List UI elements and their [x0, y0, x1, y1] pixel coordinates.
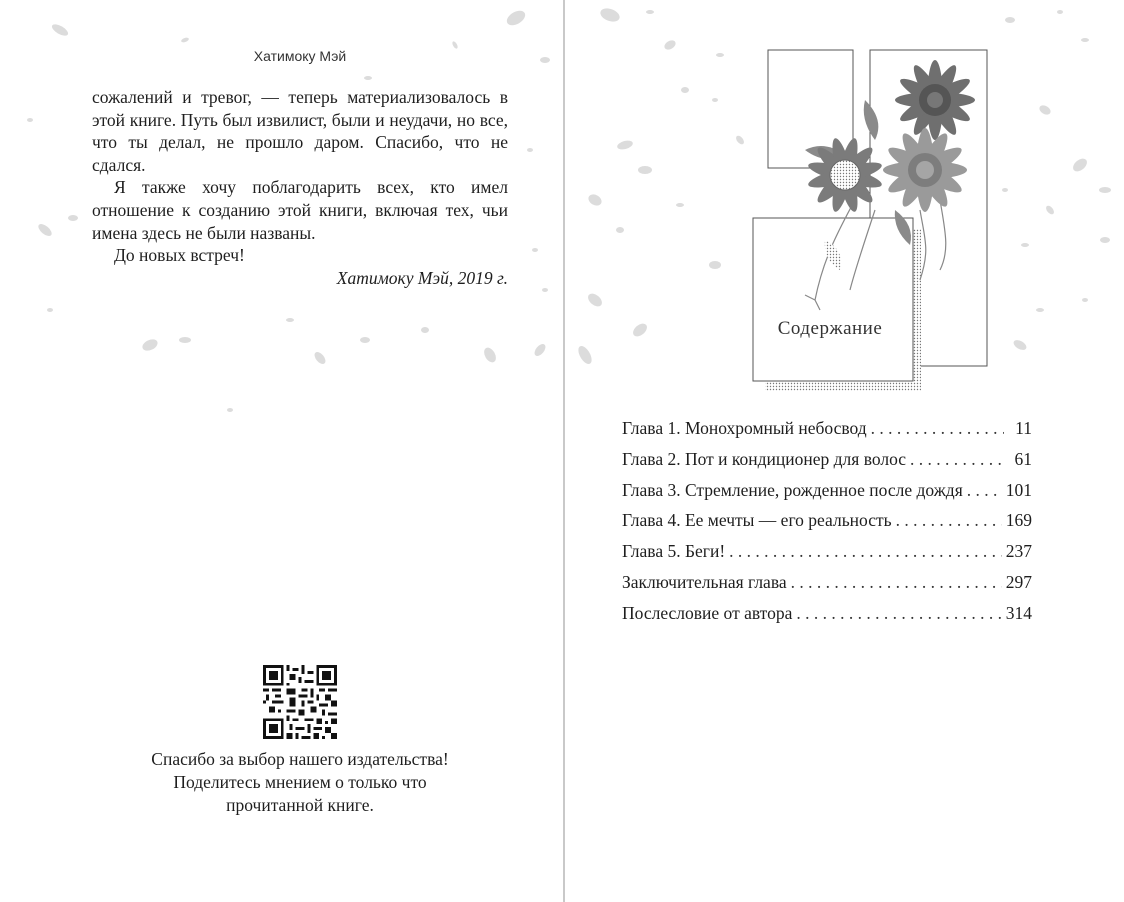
- paragraph: сожалений и тревог, — теперь материализовалось в этой книге. Путь был извилист, были и неудачи, но все, что ты делал, не прошло даром. Спасибо, что не сдался.: [92, 87, 508, 175]
- toc-entry-page: 169: [1005, 510, 1032, 531]
- toc-entry-title: Глава 3. Стремление, рожденное после дождя: [622, 479, 963, 500]
- toc-entry-title: Глава 1. Монохромный небосвод: [622, 418, 867, 438]
- toc-leader-dots: [796, 603, 1001, 624]
- qr-code-icon[interactable]: [263, 665, 337, 739]
- toc-entry[interactable]: [622, 603, 1032, 634]
- paragraph: До новых встреч!: [114, 245, 245, 266]
- toc-leader-dots: [729, 541, 1002, 562]
- toc-entry[interactable]: [622, 480, 1032, 511]
- toc-entry[interactable]: [622, 418, 1032, 449]
- thanks-line: прочитанной книге.: [226, 795, 374, 815]
- toc-entry-page: 11: [1015, 418, 1032, 438]
- toc-leader-dots: [967, 480, 1002, 501]
- toc-leader-dots: [791, 572, 1002, 593]
- toc-entry-page: 101: [1005, 479, 1032, 500]
- toc-entry[interactable]: [622, 572, 1032, 603]
- thanks-line: Поделитесь мнением о только что: [173, 772, 427, 792]
- toc-title: Содержание: [777, 318, 883, 339]
- paragraph: Я также хочу поблагодарить всех, кто имел отношение к созданию этой книги, включая тех, чьи имена здесь не были названы.: [92, 177, 508, 243]
- toc-entry-title: Послесловие от автора: [622, 602, 793, 623]
- toc-entry-page: 314: [1005, 602, 1032, 623]
- toc-entry-page: 297: [1005, 571, 1032, 592]
- toc-entry[interactable]: [622, 449, 1032, 480]
- toc-leader-dots: [910, 449, 1004, 470]
- table-of-contents: [622, 418, 1032, 634]
- thanks-line: Спасибо за выбор нашего издательства!: [151, 749, 449, 769]
- toc-entry-title: Заключительная глава: [622, 571, 787, 592]
- toc-entry[interactable]: [622, 510, 1032, 541]
- toc-entry-title: Глава 2. Пот и кондиционер для волос: [622, 448, 907, 469]
- afterword-text: [92, 86, 508, 289]
- toc-entry-title: Глава 5. Беги!: [622, 541, 726, 562]
- toc-leader-dots: [871, 418, 1004, 439]
- toc-entry-page: 237: [1005, 541, 1032, 562]
- toc-leader-dots: [896, 510, 1002, 531]
- toc-entry[interactable]: [622, 541, 1032, 572]
- publisher-thanks: [100, 748, 500, 817]
- toc-entry-page: 61: [1014, 448, 1032, 469]
- author-signature: Хатимоку Мэй, 2019 г.: [336, 267, 508, 288]
- running-head-author: Хатимоку Мэй: [253, 48, 347, 64]
- toc-entry-title: Глава 4. Ее мечты — его реальность: [622, 510, 892, 531]
- sunflower-illustration: [745, 40, 995, 400]
- right-page: [565, 0, 1124, 902]
